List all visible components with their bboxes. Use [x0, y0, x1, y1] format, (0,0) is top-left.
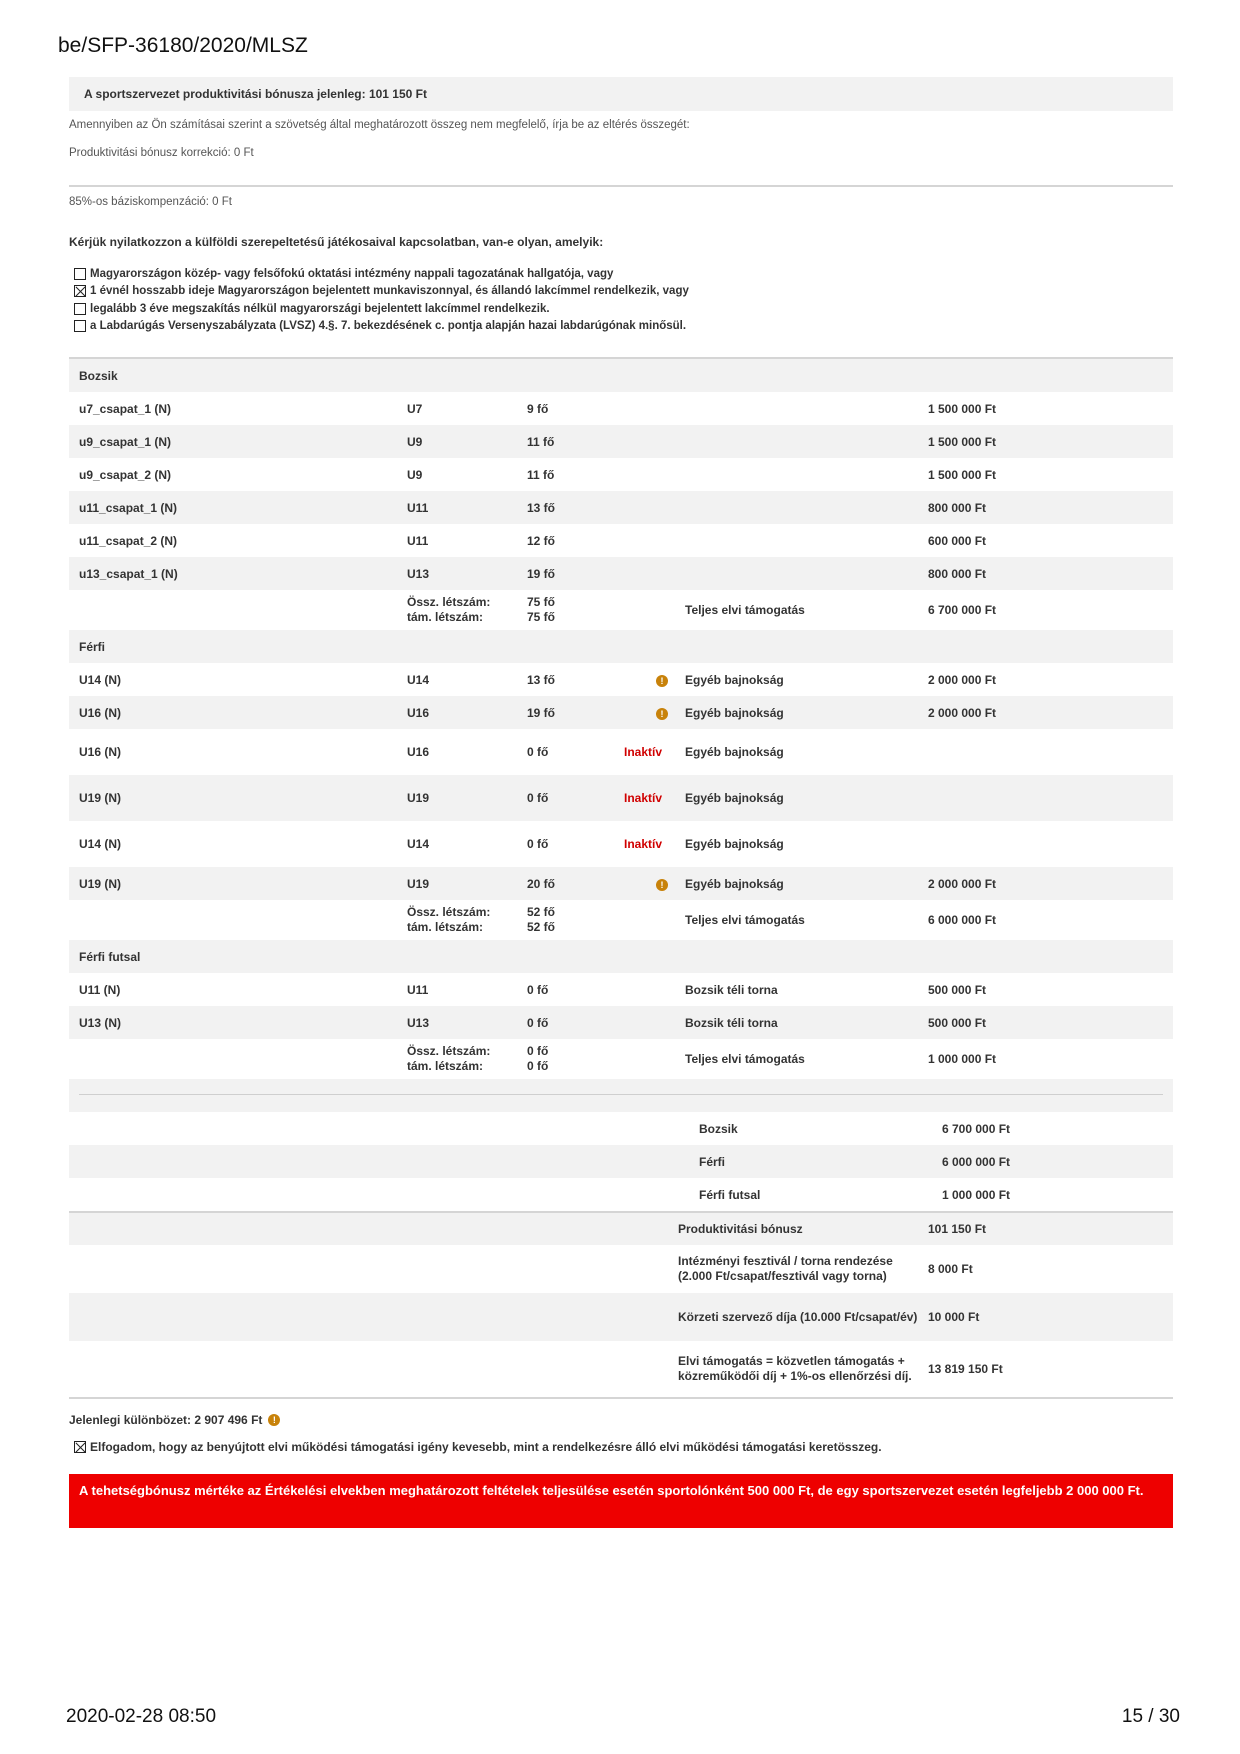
summary-value: 6 000 000 Ft [942, 1154, 1011, 1169]
table-row [69, 973, 1173, 1006]
age-group: U16 [407, 705, 430, 720]
total-labels [407, 1044, 527, 1074]
declaration-option-label: Magyarországon közép- vagy felsőfokú oktatási intézmény nappali tagozatának hallgatója, vagy [90, 267, 614, 280]
finance-row [69, 1293, 1173, 1341]
team-name: u9_csapat_1 (N) [79, 434, 172, 449]
total-label: Össz. létszám: [407, 1044, 491, 1058]
team-name: U14 (N) [79, 672, 122, 687]
summary-value: 1 000 000 Ft [942, 1187, 1011, 1202]
finance-table [69, 1211, 1173, 1399]
support-amount: 500 000 Ft [928, 982, 987, 997]
document-id: be/SFP-36180/2020/MLSZ [58, 34, 308, 57]
team-name: U14 (N) [79, 837, 122, 851]
player-count: 0 fő [527, 791, 549, 805]
support-amount: 500 000 Ft [928, 1015, 987, 1030]
table-row [69, 775, 1173, 821]
age-group: U19 [407, 876, 430, 891]
team-name: U11 (N) [79, 982, 121, 997]
league-name: Bozsik téli torna [685, 982, 778, 997]
table-row [69, 458, 1173, 491]
base-compensation: 85%-os báziskompenzáció: 0 Ft [69, 196, 232, 208]
total-support-label: Teljes elvi támogatás [685, 602, 805, 617]
bonus-heading: A sportszervezet produktivitási bónusza jelenleg: 101 150 Ft [69, 77, 1173, 111]
age-group: U13 [407, 1015, 430, 1030]
declaration-option[interactable] [69, 318, 1173, 336]
team-name: U13 (N) [79, 1015, 122, 1030]
player-count: 9 fő [527, 401, 549, 416]
inactive-status: Inaktív [624, 744, 663, 759]
checkbox-icon[interactable] [74, 1441, 86, 1453]
age-group: U14 [407, 837, 430, 851]
table-row [69, 663, 1173, 696]
declaration-option-label: a Labdarúgás Versenyszabályzata (LVSZ) 4.§. 7. bekezdésének c. pontja alapján hazai labdarúgónak minősül. [90, 320, 687, 333]
support-amount: 2 000 000 Ft [928, 876, 997, 891]
age-group: U11 [407, 982, 429, 997]
finance-value: 101 150 Ft [928, 1222, 987, 1236]
bonus-correction: Produktivitási bónusz korrekció: 0 Ft [69, 147, 254, 159]
age-group: U14 [407, 672, 430, 687]
player-count: 11 fő [527, 434, 555, 449]
inactive-status: Inaktív [624, 836, 663, 851]
table-row [69, 696, 1173, 729]
total-support-label: Teljes elvi támogatás [685, 1051, 805, 1066]
finance-value: 13 819 150 Ft [928, 1362, 1003, 1376]
league-name: Bozsik téli torna [685, 1015, 778, 1030]
status-cell [624, 877, 685, 891]
table-row [69, 729, 1173, 775]
checkbox-icon[interactable] [74, 320, 86, 332]
divider [69, 1079, 1173, 1112]
acceptance-label: Elfogadom, hogy az benyújtott elvi működési támogatási igény kevesebb, mint a rendelkezésre álló elvi működési támogatási keretösszeg. [90, 1440, 882, 1454]
team-name: u11_csapat_1 (N) [79, 500, 178, 515]
player-count: 12 fő [527, 533, 556, 548]
team-name: U16 (N) [79, 745, 122, 759]
age-group: U7 [407, 401, 423, 416]
main-content [69, 77, 1173, 1528]
info-icon[interactable]: ! [656, 675, 668, 687]
supported-value: 0 fő [527, 1059, 549, 1073]
talent-bonus-alert: A tehetségbónusz mértéke az Értékelési elvekben meghatározott feltételek teljesülése esetén sportolónként 500 000 Ft, de egy sportszervezet esetén legfeljebb 2 000 000 Ft. [69, 1474, 1173, 1528]
table-row [69, 425, 1173, 458]
age-group: U9 [407, 434, 423, 449]
status-cell [624, 745, 685, 760]
status-cell [624, 837, 685, 852]
current-difference [69, 1413, 1173, 1427]
finance-label: Produktivitási bónusz [678, 1221, 803, 1236]
info-icon[interactable]: ! [656, 879, 668, 891]
section-total-row [69, 590, 1173, 630]
declaration-option[interactable] [69, 283, 1173, 301]
league-name: Egyéb bajnokság [685, 791, 784, 805]
summary-label: Férfi futsal [699, 1187, 761, 1202]
declaration-option[interactable] [69, 300, 1173, 318]
checkbox-icon[interactable] [74, 303, 86, 315]
league-name: Egyéb bajnokság [685, 876, 784, 891]
finance-value: 10 000 Ft [928, 1310, 980, 1324]
finance-label: Elvi támogatás = közvetlen támogatás + közreműködői díj + 1%-os ellenőrzési díj. [678, 1354, 912, 1383]
supported-label: tám. létszám: [407, 920, 484, 934]
difference-text: Jelenlegi különbözet: 2 907 496 Ft [69, 1413, 263, 1427]
summary-value: 6 700 000 Ft [942, 1121, 1011, 1136]
declaration-options [69, 265, 1173, 335]
section-title: Bozsik [69, 359, 1173, 392]
finance-value: 8 000 Ft [928, 1262, 973, 1276]
team-name: U19 (N) [79, 791, 122, 805]
support-amount: 2 000 000 Ft [928, 672, 997, 687]
finance-label: Intézményi fesztivál / torna rendezése (2.000 Ft/csapat/fesztivál vagy torna) [678, 1254, 893, 1283]
inactive-status: Inaktív [624, 790, 663, 805]
supported-label: tám. létszám: [407, 610, 484, 624]
support-amount: 800 000 Ft [928, 500, 987, 515]
player-count: 20 fő [527, 876, 556, 891]
section-title: Férfi futsal [69, 940, 1173, 973]
status-cell [624, 791, 685, 806]
finance-row [69, 1213, 1173, 1245]
summary-label: Bozsik [699, 1121, 738, 1136]
supported-label: tám. létszám: [407, 1059, 484, 1073]
age-group: U16 [407, 745, 430, 759]
total-values [527, 905, 624, 935]
total-values [527, 1044, 624, 1074]
team-name: u7_csapat_1 (N) [79, 401, 172, 416]
finance-row [69, 1245, 1173, 1293]
declaration-option-label: 1 évnél hosszabb ideje Magyarországon bejelentett munkaviszonnyal, és állandó lakcímmel rendelkezik, vagy [90, 285, 689, 298]
age-group: U13 [407, 566, 430, 581]
total-support-label: Teljes elvi támogatás [685, 912, 805, 927]
summary-label: Férfi [699, 1154, 726, 1169]
info-icon[interactable]: ! [656, 708, 668, 720]
total-value: 0 fő [527, 1044, 549, 1058]
total-support-value: 6 000 000 Ft [928, 912, 997, 927]
team-name: u11_csapat_2 (N) [79, 533, 178, 548]
info-icon[interactable]: ! [268, 1414, 280, 1426]
player-count: 0 fő [527, 745, 549, 759]
league-name: Egyéb bajnokság [685, 837, 784, 851]
total-support-value: 1 000 000 Ft [928, 1051, 997, 1066]
total-value: 75 fő [527, 595, 556, 609]
player-count: 13 fő [527, 672, 556, 687]
table-row [69, 524, 1173, 557]
table-row [69, 392, 1173, 425]
table-row [69, 1006, 1173, 1039]
player-count: 0 fő [527, 837, 549, 851]
section-total-row [69, 900, 1173, 940]
total-support-value: 6 700 000 Ft [928, 602, 997, 617]
bonus-instruction: Amennyiben az Ön számításai szerint a szövetség által meghatározott összeg nem megfelelő, írja be az eltérés összegét: [69, 119, 690, 131]
age-group: U19 [407, 791, 430, 805]
support-amount: 600 000 Ft [928, 533, 987, 548]
summary-row [69, 1145, 1173, 1178]
support-amount: 1 500 000 Ft [928, 467, 997, 482]
player-count: 0 fő [527, 1015, 549, 1030]
declaration-question: Kérjük nyilatkozzon a külföldi szerepeltetésű játékosaival kapcsolatban, van-e olyan, amelyik: [69, 235, 604, 249]
status-cell [624, 706, 685, 720]
acceptance-checkbox-row[interactable] [69, 1440, 1173, 1454]
supported-value: 75 fő [527, 610, 556, 624]
age-group: U11 [407, 500, 429, 515]
status-cell [624, 673, 685, 687]
total-labels [407, 905, 527, 935]
table-row [69, 821, 1173, 867]
divider [69, 185, 1173, 187]
player-count: 11 fő [527, 467, 555, 482]
age-group: U11 [407, 533, 429, 548]
total-value: 52 fő [527, 905, 556, 919]
team-name: u13_csapat_1 (N) [79, 566, 178, 581]
supported-value: 52 fő [527, 920, 556, 934]
player-count: 19 fő [527, 705, 556, 720]
league-name: Egyéb bajnokság [685, 745, 784, 759]
checkbox-icon[interactable] [74, 285, 86, 297]
finance-label: Körzeti szervező díja (10.000 Ft/csapat/év) [678, 1309, 918, 1324]
support-amount: 2 000 000 Ft [928, 705, 997, 720]
player-count: 13 fő [527, 500, 556, 515]
finance-row [69, 1341, 1173, 1397]
player-count: 19 fő [527, 566, 556, 581]
support-amount: 1 500 000 Ft [928, 434, 997, 449]
total-labels [407, 595, 527, 625]
table-row [69, 867, 1173, 900]
age-group: U9 [407, 467, 423, 482]
support-amount: 1 500 000 Ft [928, 401, 997, 416]
total-values [527, 595, 624, 625]
table-row [69, 491, 1173, 524]
total-label: Össz. létszám: [407, 595, 491, 609]
summary-table [69, 1112, 1173, 1211]
checkbox-icon[interactable] [74, 268, 86, 280]
league-name: Egyéb bajnokság [685, 705, 784, 720]
summary-row [69, 1112, 1173, 1145]
league-name: Egyéb bajnokság [685, 672, 784, 687]
summary-row [69, 1178, 1173, 1211]
table-row [69, 557, 1173, 590]
footer-page-number: 15 / 30 [1121, 1706, 1180, 1727]
footer-date: 2020-02-28 08:50 [66, 1706, 217, 1727]
section-total-row [69, 1039, 1173, 1079]
section-title: Férfi [69, 630, 1173, 663]
teams-table [69, 357, 1173, 1112]
declaration-option-label: legalább 3 éve megszakítás nélkül magyarországi bejelentett lakcímmel rendelkezik. [90, 302, 550, 315]
team-name: U16 (N) [79, 705, 122, 720]
support-amount: 800 000 Ft [928, 566, 987, 581]
player-count: 0 fő [527, 982, 549, 997]
total-label: Össz. létszám: [407, 905, 491, 919]
team-name: U19 (N) [79, 876, 122, 891]
team-name: u9_csapat_2 (N) [79, 467, 172, 482]
declaration-option[interactable] [69, 265, 1173, 283]
